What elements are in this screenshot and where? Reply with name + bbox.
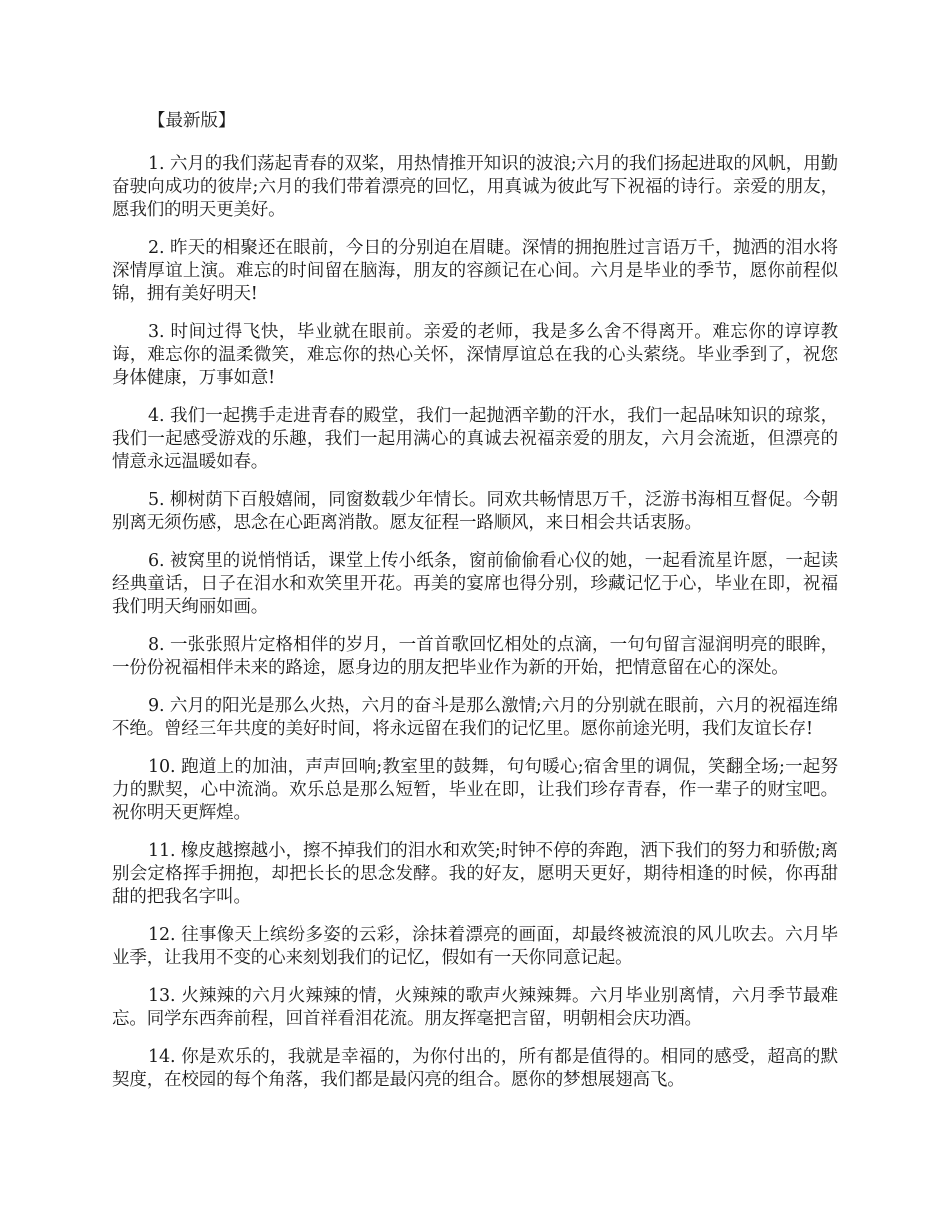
paragraph-14: 14. 你是欢乐的，我就是幸福的，为你付出的，所有都是值得的。相同的感受，超高的默契度，在校园的每个角落，我们都是最闪亮的组合。愿你的梦想展翅高飞。 [112,1047,838,1090]
paragraph-11: 11. 橡皮越擦越小，擦不掉我们的泪水和欢笑;时钟不停的奔跑，洒下我们的努力和骄傲;离别会定格挥手拥抱，却把长长的思念发酵。我的好友，愿明天更好，期待相逢的时候，你再甜甜的把我名字叫。 [112,841,838,907]
paragraph-12: 12. 往事像天上缤纷多姿的云彩，涂抹着漂亮的画面，却最终被流浪的风儿吹去。六月毕业季，让我用不变的心来刻划我们的记忆，假如有一天你同意记起。 [112,925,838,968]
paragraph-6: 6. 被窝里的说悄悄话，课堂上传小纸条，窗前偷偷看心仪的她，一起看流星许愿，一起读经典童话，日子在泪水和欢笑里开花。再美的宴席也得分别，珍藏记忆于心，毕业在即，祝福我们明天绚丽如画。 [112,551,838,617]
paragraph-9: 9. 六月的阳光是那么火热，六月的奋斗是那么激情;六月的分别就在眼前，六月的祝福连绵不绝。曾经三年共度的美好时间，将永远留在我们的记忆里。愿你前途光明，我们友谊长存! [112,696,838,739]
paragraph-13: 13. 火辣辣的六月火辣辣的情，火辣辣的歌声火辣辣舞。六月毕业别离情，六月季节最难忘。同学东西奔前程，回首祥看泪花流。朋友挥毫把言留，明朝相会庆功酒。 [112,986,838,1029]
paragraph-3: 3. 时间过得飞快，毕业就在眼前。亲爱的老师，我是多么舍不得离开。难忘你的谆谆教诲，难忘你的温柔微笑，难忘你的热心关怀，深情厚谊总在我的心头萦绕。毕业季到了，祝您身体健康，万事如意! [112,322,838,388]
paragraph-5: 5. 柳树荫下百般嬉闹，同窗数载少年情长。同欢共畅情思万千，泛游书海相互督促。今朝别离无须伤感，思念在心距离消散。愿友征程一路顺风，来日相会共话衷肠。 [112,490,838,533]
paragraph-10: 10. 跑道上的加油，声声回响;教室里的鼓舞，句句暖心;宿舍里的调侃，笑翻全场;一起努力的默契，心中流淌。欢乐总是那么短暂，毕业在即，让我们珍存青春，作一辈子的财宝吧。祝你明天更辉煌。 [112,757,838,823]
version-tag: 【最新版】 [148,111,236,131]
document-page [112,110,838,1107]
paragraph-8: 8. 一张张照片定格相伴的岁月，一首首歌回忆相处的点滴，一句句留言湿润明亮的眼眸，一份份祝福相伴未来的路途，愿身边的朋友把毕业作为新的开始，把情意留在心的深处。 [112,635,838,678]
paragraph-1: 1. 六月的我们荡起青春的双桨，用热情推开知识的波浪;六月的我们扬起进取的风帆，用勤奋驶向成功的彼岸;六月的我们带着漂亮的回忆，用真诚为彼此写下祝福的诗行。亲爱的朋友，愿我们的明天更美好。 [112,154,838,220]
paragraph-4: 4. 我们一起携手走进青春的殿堂，我们一起抛洒辛勤的汗水，我们一起品味知识的琼浆，我们一起感受游戏的乐趣，我们一起用满心的真诚去祝福亲爱的朋友，六月会流逝，但漂亮的情意永远温暖如春。 [112,406,838,472]
paragraph-2: 2. 昨天的相聚还在眼前，今日的分别迫在眉睫。深情的拥抱胜过言语万千，抛洒的泪水将深情厚谊上演。难忘的时间留在脑海，朋友的容颜记在心间。六月是毕业的季节，愿你前程似锦，拥有美好明天! [112,238,838,304]
